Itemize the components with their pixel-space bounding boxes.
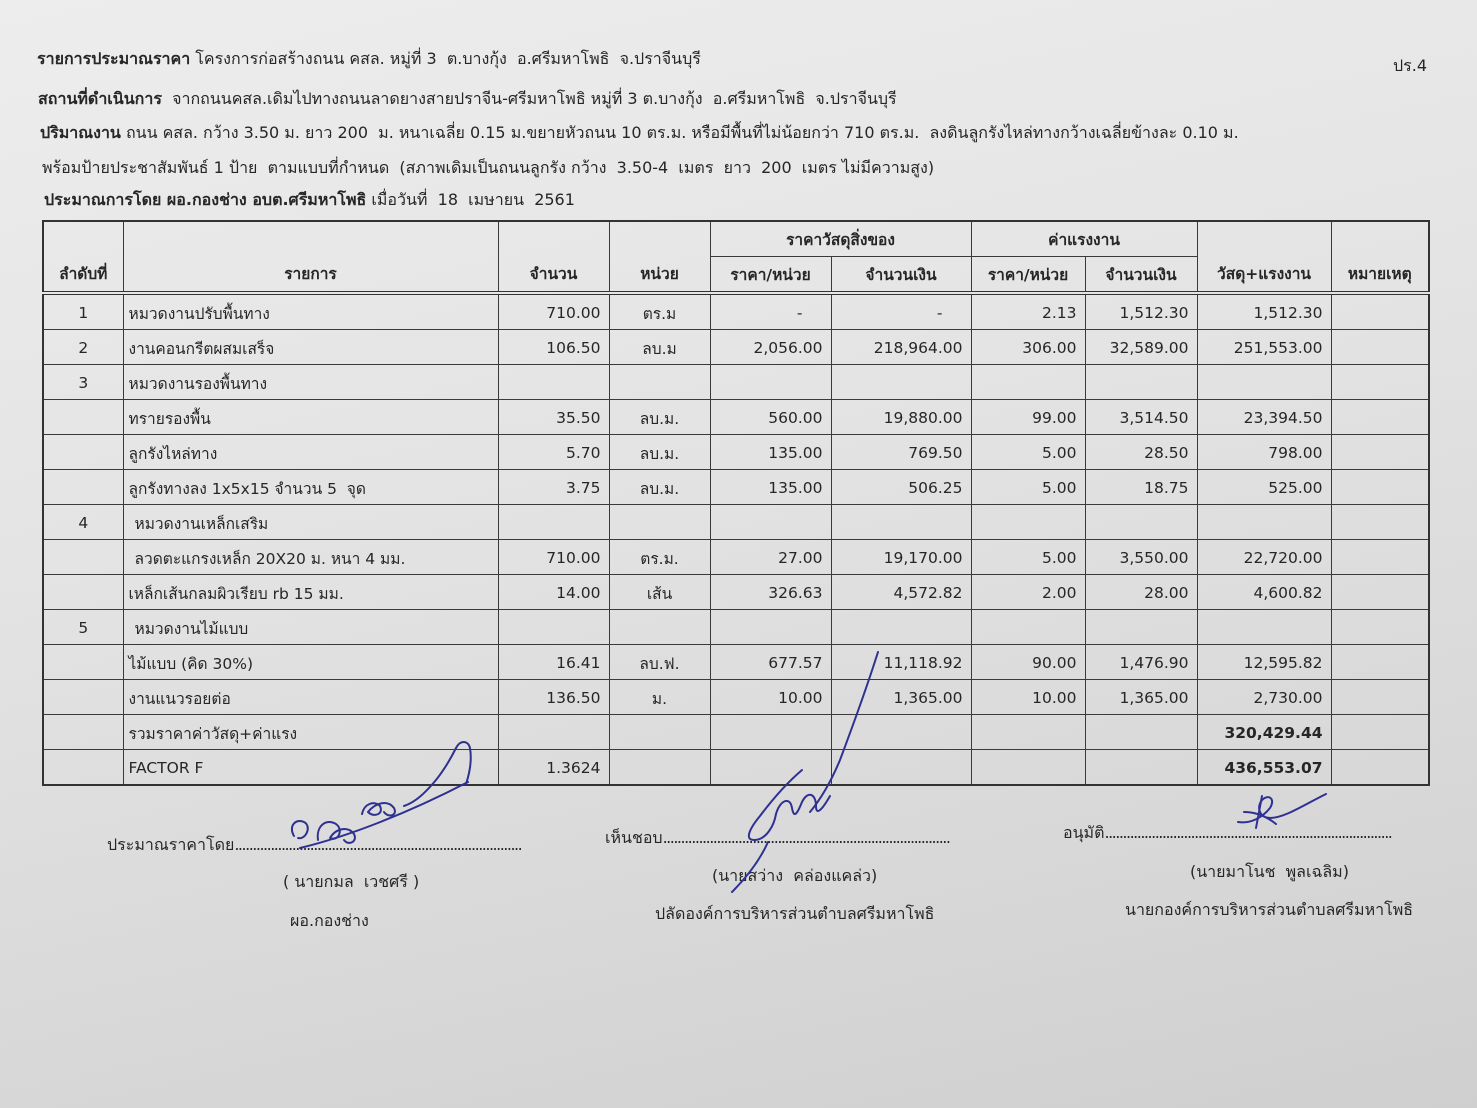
row-material-amount xyxy=(831,505,971,540)
row-item: ไม้แบบ (คิด 30%) xyxy=(123,645,498,680)
form-code: ปร.4 xyxy=(1393,56,1428,75)
row-labor-price: 10.00 xyxy=(971,680,1085,715)
row-labor-price xyxy=(971,715,1085,750)
table-row xyxy=(43,505,1429,540)
header-line-2-text: จากถนนคสล.เดิมไปทางถนนลาดยางสายปราจีน-ศรีมหาโพธิ หมู่ที่ 3 ต.บางกุ้ง อ.ศรีมหาโพธิ จ.ปราจีนบุรี xyxy=(161,89,897,108)
row-material-amount xyxy=(831,750,971,786)
row-total: 436,553.07 xyxy=(1197,750,1331,786)
row-labor-amount: 18.75 xyxy=(1085,470,1197,505)
row-remark xyxy=(1331,330,1429,365)
approver-label: อนุมัติ xyxy=(1063,823,1105,842)
row-qty xyxy=(498,610,609,645)
row-item: FACTOR F xyxy=(123,750,498,786)
row-qty: 106.50 xyxy=(498,330,609,365)
row-material-price: 2,056.00 xyxy=(710,330,831,365)
row-material-price xyxy=(710,610,831,645)
row-no: 4 xyxy=(43,505,123,540)
row-material-amount: 769.50 xyxy=(831,435,971,470)
row-unit: ม. xyxy=(609,680,710,715)
row-unit xyxy=(609,715,710,750)
row-labor-amount xyxy=(1085,750,1197,786)
row-labor-price: 5.00 xyxy=(971,470,1085,505)
row-item: หมวดงานรองพื้นทาง xyxy=(123,365,498,400)
row-item: งานแนวรอยต่อ xyxy=(123,680,498,715)
row-item: หมวดงานปรับพื้นทาง xyxy=(123,293,498,330)
row-material-price xyxy=(710,750,831,786)
table-row xyxy=(43,365,1429,400)
row-remark xyxy=(1331,610,1429,645)
row-labor-amount: 1,512.30 xyxy=(1085,293,1197,330)
row-item: ลูกรังทางลง 1x5x15 จำนวน 5 จุด xyxy=(123,470,498,505)
row-qty: 710.00 xyxy=(498,293,609,330)
row-no xyxy=(43,575,123,610)
row-qty: 710.00 xyxy=(498,540,609,575)
row-labor-price xyxy=(971,365,1085,400)
row-material-price: - xyxy=(710,293,831,330)
row-unit xyxy=(609,365,710,400)
row-remark xyxy=(1331,293,1429,330)
estimator-signature-stroke xyxy=(362,803,395,815)
table-row xyxy=(43,540,1429,575)
row-material-amount: 19,170.00 xyxy=(831,540,971,575)
row-labor-amount xyxy=(1085,715,1197,750)
row-labor-price: 99.00 xyxy=(971,400,1085,435)
endorser-signature-stroke xyxy=(776,795,830,814)
row-item: ลวดตะแกรงเหล็ก 20X20 ม. หนา 4 มม. xyxy=(123,540,498,575)
header-line-5 xyxy=(44,188,575,212)
header-unit: หน่วย xyxy=(609,221,710,293)
row-labor-amount: 32,589.00 xyxy=(1085,330,1197,365)
row-material-amount: 11,118.92 xyxy=(831,645,971,680)
row-unit xyxy=(609,505,710,540)
header-total: วัสดุ+แรงงาน xyxy=(1197,221,1331,293)
table-row xyxy=(43,435,1429,470)
table-row xyxy=(43,400,1429,435)
endorser-position: ปลัดองค์การบริหารส่วนตำบลศรีมหาโพธิ xyxy=(655,904,935,923)
row-material-amount: 1,365.00 xyxy=(831,680,971,715)
row-labor-amount xyxy=(1085,610,1197,645)
row-labor-price: 2.00 xyxy=(971,575,1085,610)
header-labor-amount: จำนวนเงิน xyxy=(1085,257,1197,294)
header-line-1-label: รายการประมาณราคา xyxy=(37,49,191,68)
row-total: 22,720.00 xyxy=(1197,540,1331,575)
row-material-price xyxy=(710,715,831,750)
row-labor-amount: 28.50 xyxy=(1085,435,1197,470)
table-row-subtotal xyxy=(43,715,1429,750)
header-remark: หมายเหตุ xyxy=(1331,221,1429,293)
row-total: 525.00 xyxy=(1197,470,1331,505)
header-labor-group: ค่าแรงงาน xyxy=(971,221,1197,257)
row-qty xyxy=(498,715,609,750)
estimate-table xyxy=(42,220,1430,786)
row-item: หมวดงานเหล็กเสริม xyxy=(123,505,498,540)
row-total: 4,600.82 xyxy=(1197,575,1331,610)
header-line-5-text: เมื่อวันที่ 18 เมษายน 2561 xyxy=(366,190,575,209)
table-row xyxy=(43,470,1429,505)
row-qty xyxy=(498,365,609,400)
row-material-price: 135.00 xyxy=(710,435,831,470)
row-remark xyxy=(1331,505,1429,540)
row-labor-amount: 3,550.00 xyxy=(1085,540,1197,575)
estimator-label: ประมาณราคาโดย xyxy=(107,835,235,854)
row-material-price: 560.00 xyxy=(710,400,831,435)
row-material-price xyxy=(710,365,831,400)
header-material-amount: จำนวนเงิน xyxy=(831,257,971,294)
row-labor-amount xyxy=(1085,365,1197,400)
row-qty: 14.00 xyxy=(498,575,609,610)
row-material-amount xyxy=(831,610,971,645)
row-total: 798.00 xyxy=(1197,435,1331,470)
row-qty: 136.50 xyxy=(498,680,609,715)
row-labor-price: 2.13 xyxy=(971,293,1085,330)
table-row-factor xyxy=(43,750,1429,786)
row-qty: 16.41 xyxy=(498,645,609,680)
row-no xyxy=(43,750,123,786)
approver-position: นายกองค์การบริหารส่วนตำบลศรีมหาโพธิ xyxy=(1125,900,1414,919)
row-unit: ลบ.ม. xyxy=(609,400,710,435)
table-row xyxy=(43,645,1429,680)
row-no: 5 xyxy=(43,610,123,645)
row-item: ลูกรังไหล่ทาง xyxy=(123,435,498,470)
approver-leader: ................................................................................ xyxy=(1104,823,1392,842)
row-material-amount: 19,880.00 xyxy=(831,400,971,435)
table-row xyxy=(43,575,1429,610)
table-row xyxy=(43,680,1429,715)
header-line-4-text: พร้อมป้ายประชาสัมพันธ์ 1 ป้าย ตามแบบที่กำหนด (สภาพเดิมเป็นถนนลูกรัง กว้าง 3.50-4 เมตร ยาว 200 เมตร ไม่มีความสูง) xyxy=(42,158,935,177)
approver-signature-stroke xyxy=(1238,794,1326,822)
row-labor-price: 5.00 xyxy=(971,540,1085,575)
row-labor-amount: 28.00 xyxy=(1085,575,1197,610)
row-qty: 5.70 xyxy=(498,435,609,470)
row-remark xyxy=(1331,715,1429,750)
header-material-group: ราคาวัสดุสิ่งของ xyxy=(710,221,971,257)
row-material-amount: 506.25 xyxy=(831,470,971,505)
row-total: 12,595.82 xyxy=(1197,645,1331,680)
row-material-amount: 4,572.82 xyxy=(831,575,971,610)
row-remark xyxy=(1331,540,1429,575)
row-total: 320,429.44 xyxy=(1197,715,1331,750)
row-total xyxy=(1197,505,1331,540)
row-remark xyxy=(1331,435,1429,470)
row-material-amount xyxy=(831,715,971,750)
row-labor-amount: 1,365.00 xyxy=(1085,680,1197,715)
row-no xyxy=(43,680,123,715)
endorser-label: เห็นชอบ xyxy=(605,828,663,847)
header-item: รายการ xyxy=(123,221,498,293)
row-no xyxy=(43,470,123,505)
row-unit: ลบ.ม. xyxy=(609,470,710,505)
header-line-4 xyxy=(42,156,934,180)
row-qty: 1.3624 xyxy=(498,750,609,786)
row-remark xyxy=(1331,400,1429,435)
table-header-row xyxy=(43,221,1429,257)
table-row xyxy=(43,330,1429,365)
row-remark xyxy=(1331,470,1429,505)
row-remark xyxy=(1331,680,1429,715)
row-total: 251,553.00 xyxy=(1197,330,1331,365)
row-no xyxy=(43,435,123,470)
endorser-name: (นายสว่าง คล่องแคล่ว) xyxy=(712,866,878,885)
row-labor-price xyxy=(971,505,1085,540)
header-line-2-label: สถานที่ดำเนินการ xyxy=(38,89,162,108)
header-qty: จำนวน xyxy=(498,221,609,293)
row-total xyxy=(1197,610,1331,645)
row-labor-price xyxy=(971,750,1085,786)
row-material-price: 10.00 xyxy=(710,680,831,715)
table-row xyxy=(43,610,1429,645)
row-material-amount: - xyxy=(831,293,971,330)
row-unit: ตร.ม. xyxy=(609,540,710,575)
row-no xyxy=(43,400,123,435)
row-unit: ตร.ม xyxy=(609,293,710,330)
header-line-3 xyxy=(40,121,1239,145)
row-labor-amount xyxy=(1085,505,1197,540)
row-unit: ลบ.ม xyxy=(609,330,710,365)
row-remark xyxy=(1331,365,1429,400)
row-remark xyxy=(1331,645,1429,680)
row-labor-price: 5.00 xyxy=(971,435,1085,470)
row-labor-price: 306.00 xyxy=(971,330,1085,365)
row-total: 1,512.30 xyxy=(1197,293,1331,330)
row-item: ทรายรองพื้น xyxy=(123,400,498,435)
estimator-leader: ................................................................................ xyxy=(234,835,522,854)
row-total: 23,394.50 xyxy=(1197,400,1331,435)
approver-signature-line xyxy=(1063,821,1392,845)
estimator-position: ผอ.กองช่าง xyxy=(290,911,369,930)
row-material-amount: 218,964.00 xyxy=(831,330,971,365)
row-qty: 3.75 xyxy=(498,470,609,505)
header-line-1 xyxy=(37,47,701,71)
row-material-price: 27.00 xyxy=(710,540,831,575)
header-labor-price: ราคา/หน่วย xyxy=(971,257,1085,294)
row-material-price xyxy=(710,505,831,540)
estimator-signature-line xyxy=(107,833,522,857)
row-remark xyxy=(1331,750,1429,786)
row-item: งานคอนกรีตผสมเสร็จ xyxy=(123,330,498,365)
row-labor-amount: 1,476.90 xyxy=(1085,645,1197,680)
header-material-price: ราคา/หน่วย xyxy=(710,257,831,294)
row-labor-price: 90.00 xyxy=(971,645,1085,680)
row-remark xyxy=(1331,575,1429,610)
row-no xyxy=(43,715,123,750)
approver-name: (นายมาโนช พูลเฉลิม) xyxy=(1190,862,1349,881)
header-line-1-text: โครงการก่อสร้างถนน คสล. หมู่ที่ 3 ต.บางกุ้ง อ.ศรีมหาโพธิ จ.ปราจีนบุรี xyxy=(190,49,701,68)
row-unit: ลบ.ฟ. xyxy=(609,645,710,680)
row-labor-amount: 3,514.50 xyxy=(1085,400,1197,435)
row-material-amount xyxy=(831,365,971,400)
row-material-price: 135.00 xyxy=(710,470,831,505)
table-row xyxy=(43,293,1429,330)
header-no: ลำดับที่ xyxy=(43,221,123,293)
header-line-2 xyxy=(38,87,897,111)
estimator-name: ( นายกมล เวชศรี ) xyxy=(283,872,420,891)
endorser-leader: ................................................................................ xyxy=(662,828,950,847)
row-unit xyxy=(609,750,710,786)
row-no xyxy=(43,645,123,680)
row-unit: ลบ.ม. xyxy=(609,435,710,470)
row-total: 2,730.00 xyxy=(1197,680,1331,715)
row-item: เหล็กเส้นกลมผิวเรียบ rb 15 มม. xyxy=(123,575,498,610)
header-line-3-text: ถนน คสล. กว้าง 3.50 ม. ยาว 200 ม. หนาเฉลี่ย 0.15 ม.ขยายหัวถนน 10 ตร.ม. หรือมีพื้นที่ไม่น้อยกว่า 710 ตร.ม. ลงดินลูกรังไหล่ทางกว้างเฉลี่ยข้างละ 0.10 ม. xyxy=(120,123,1239,142)
row-no: 2 xyxy=(43,330,123,365)
row-material-price: 677.57 xyxy=(710,645,831,680)
row-no: 3 xyxy=(43,365,123,400)
row-material-price: 326.63 xyxy=(710,575,831,610)
row-item: หมวดงานไม้แบบ xyxy=(123,610,498,645)
row-total xyxy=(1197,365,1331,400)
row-labor-price xyxy=(971,610,1085,645)
row-no: 1 xyxy=(43,293,123,330)
header-line-3-label: ปริมาณงาน xyxy=(40,123,121,142)
row-qty xyxy=(498,505,609,540)
row-qty: 35.50 xyxy=(498,400,609,435)
row-unit: เส้น xyxy=(609,575,710,610)
endorser-signature-line xyxy=(605,826,950,850)
row-item: รวมราคาค่าวัสดุ+ค่าแรง xyxy=(123,715,498,750)
header-line-5-label: ประมาณการโดย ผอ.กองช่าง อบต.ศรีมหาโพธิ xyxy=(44,190,367,209)
row-no xyxy=(43,540,123,575)
row-unit xyxy=(609,610,710,645)
